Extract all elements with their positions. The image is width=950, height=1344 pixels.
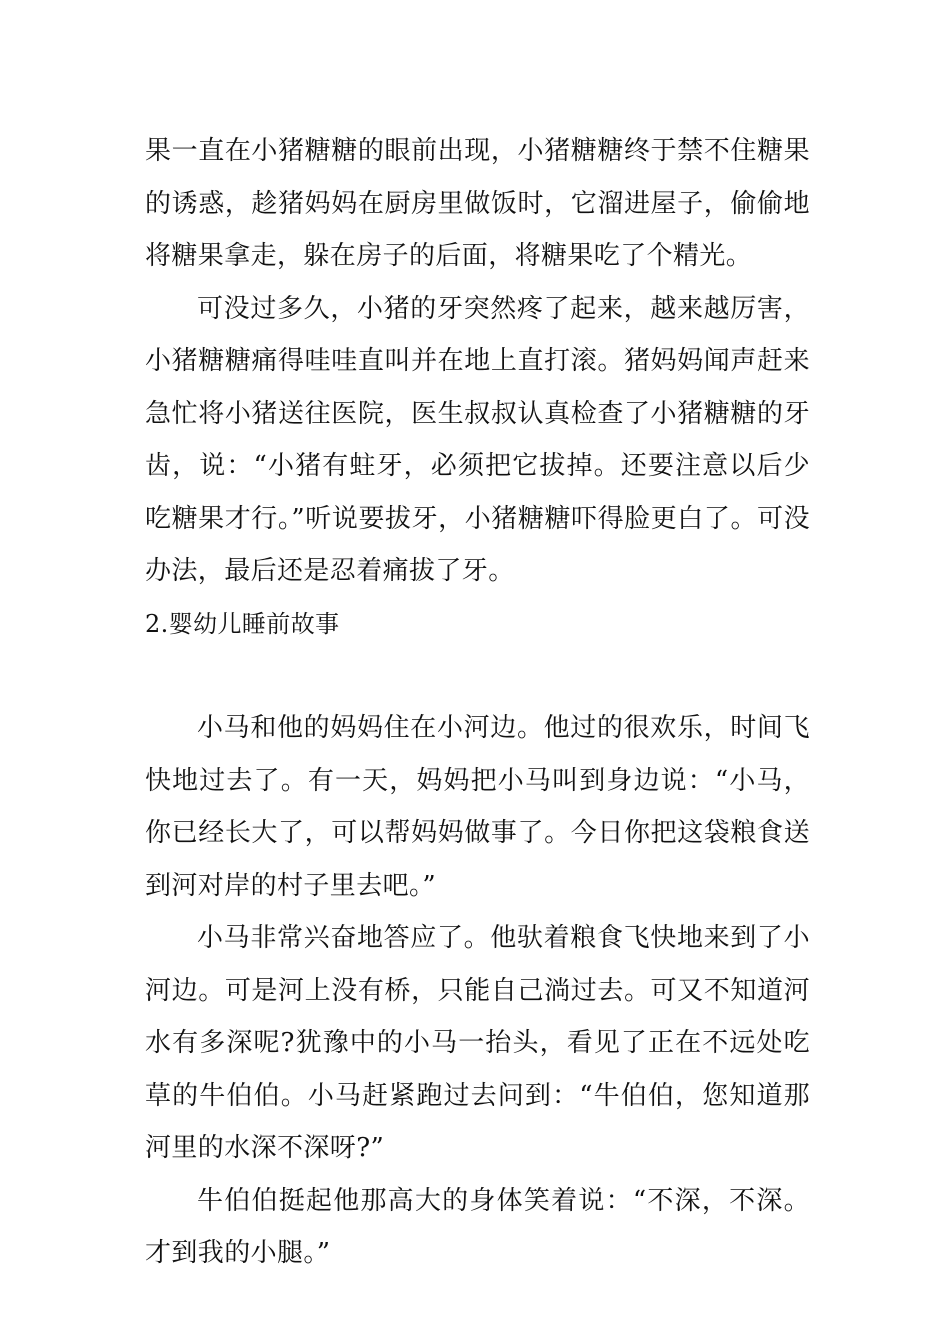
- blank-line: [145, 650, 810, 702]
- document-page: [145, 125, 810, 1280]
- paragraph-story1-continued: 果一直在小猪糖糖的眼前出现，小猪糖糖终于禁不住糖果的诱惑，趁猪妈妈在厨房里做饭时，它溜进屋子，偷偷地将糖果拿走，躲在房子的后面，将糖果吃了个精光。: [145, 136, 810, 271]
- section-heading: 2.婴幼儿睡前故事: [145, 609, 340, 638]
- paragraph-story2-ox-answer: 牛伯伯挺起他那高大的身体笑着说：“不深，不深。才到我的小腿。”: [145, 1185, 810, 1268]
- paragraph-story2-intro: 小马和他的妈妈住在小河边。他过的很欢乐，时间飞快地过去了。有一天，妈妈把小马叫到身边说：“小马，你已经长大了，可以帮妈妈做事了。今日你把这袋粮食送到河对岸的村子里去吧。”: [145, 713, 810, 901]
- paragraph-story2-river: 小马非常兴奋地答应了。他驮着粮食飞快地来到了小河边。可是河上没有桥，只能自己淌过去。可又不知道河水有多深呢?犹豫中的小马一抬头，看见了正在不远处吃草的牛伯伯。小马赶紧跑过去问到：“牛伯伯，您知道那河里的水深不深呀?”: [145, 923, 810, 1163]
- paragraph-story1-toothache: 可没过多久，小猪的牙突然疼了起来，越来越厉害，小猪糖糖痛得哇哇直叫并在地上直打滚。猪妈妈闻声赶来急忙将小猪送往医院，医生叔叔认真检查了小猪糖糖的牙齿，说：“小猪有蛀牙，必须把它拔掉。还要注意以后少吃糖果才行。”听说要拔牙，小猪糖糖吓得脸更白了。可没办法，最后还是忍着痛拔了牙。: [145, 293, 810, 586]
